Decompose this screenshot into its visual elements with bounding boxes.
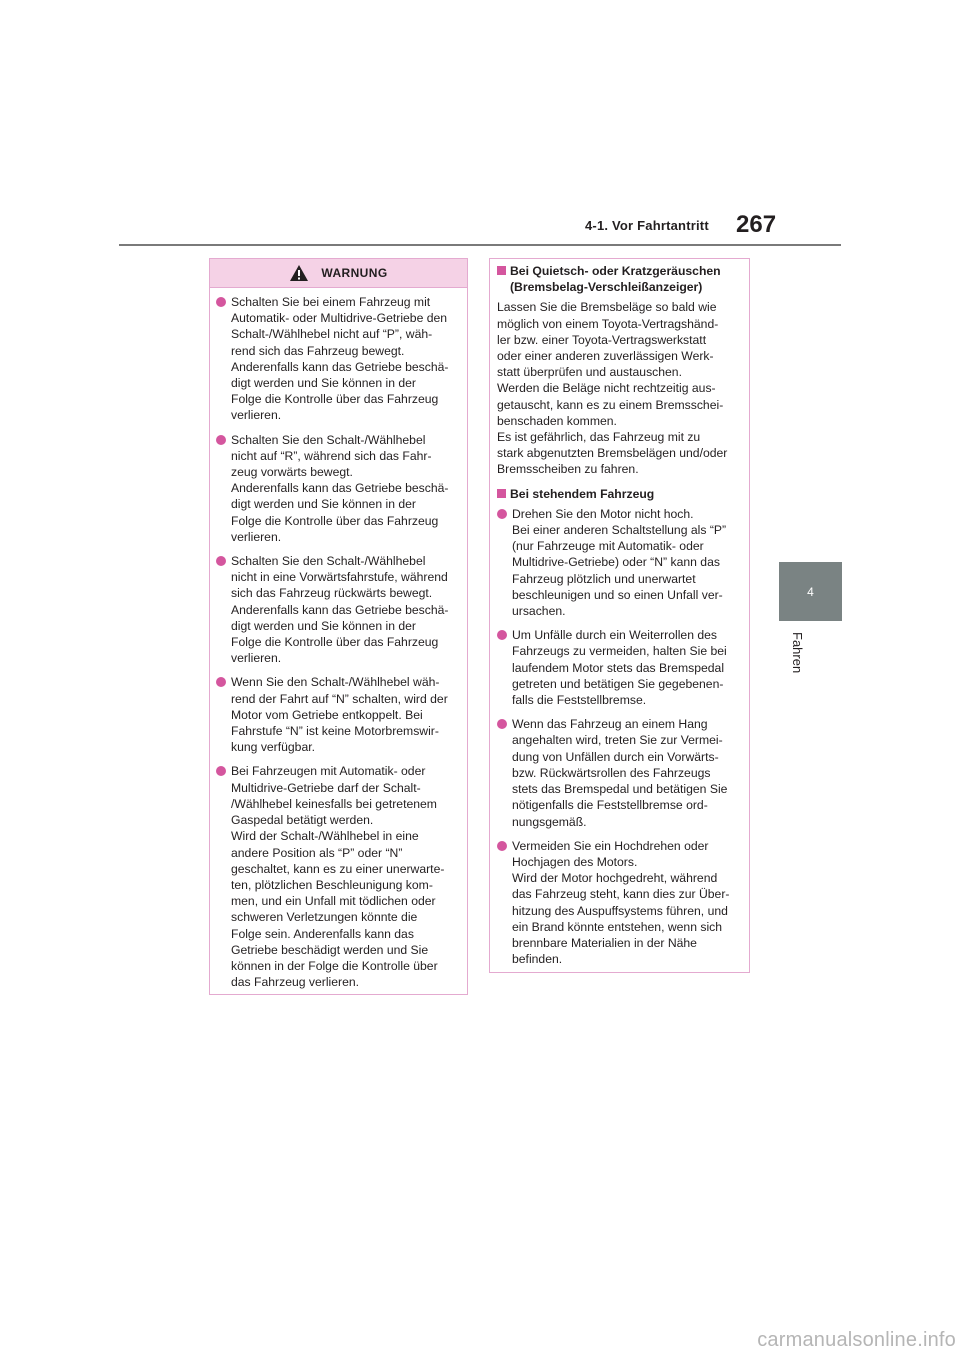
page-number: 267 xyxy=(736,211,777,238)
bullet-icon xyxy=(497,630,507,640)
warning-item xyxy=(216,674,459,755)
info-box xyxy=(489,258,750,973)
bullet-icon xyxy=(497,841,507,851)
chapter-tab xyxy=(779,562,842,621)
section-heading-text: Bei stehendem Fahrzeug xyxy=(510,486,655,501)
warning-item-text: Wenn Sie den Schalt-/Wählhebel wäh- rend der Fahrt auf “N” schalten, wird der Motor vom Getriebe entkoppelt. Bei Fahrstufe “N” ist keine Motorbremswir- kung verfügbar. xyxy=(231,675,448,755)
section-paragraph: Lassen Sie die Bremsbeläge so bald wie möglich von einem Toyota-Vertragshänd- ler bzw. einer Toyota-Vertragswerkstatt oder einer anderen zuverlässigen Werk- statt überprüfen und austauschen. Werden die Beläge nicht rechtzeitig aus- getauscht, kann es zu einem Bremsschei- benschaden kommen. Es ist gefährlich, das Fahrzeug mit zu stark abgenutzten Bremsbelägen und/oder Bremsscheiben zu fahren. xyxy=(497,300,728,477)
warning-item-text: Schalten Sie den Schalt-/Wählhebel nicht in eine Vorwärtsfahrstufe, während sich das Fahrzeug rückwärts bewegt. Anderenfalls kann das Getriebe beschä- digt werden und Sie können in der Folge die Kontrolle über das Fahrzeug verlieren. xyxy=(231,554,449,666)
bullet-icon xyxy=(216,766,226,776)
section-heading-stationary xyxy=(497,486,742,502)
chapter-label: Fahren xyxy=(790,632,805,674)
list-item xyxy=(497,627,742,708)
list-item xyxy=(497,506,742,619)
warning-title: WARNUNG xyxy=(321,266,388,280)
section-heading-text: Bei Quietsch- oder Kratzgeräuschen (Bremsbelag-Verschleißanzeiger) xyxy=(510,264,721,295)
list-item-text: Vermeiden Sie ein Hochdrehen oder Hochjagen des Motors. Wird der Motor hochgedreht, während das Fahrzeug steht, kann dies zur Über- hitzung des Auspuffsystems führen, und ein Brand könnte entstehen, wenn sich brennbare Materialien in der Nähe befinden. xyxy=(512,838,730,967)
list-item xyxy=(497,716,742,829)
warning-item-text: Schalten Sie bei einem Fahrzeug mit Automatik- oder Multidrive-Getriebe den Schalt-/Wählhebel nicht auf “P”, wäh- rend sich das Fahrzeug bewegt. Anderenfalls kann das Getriebe beschä- digt werden und Sie können in der Folge die Kontrolle über das Fahrzeug verlieren. xyxy=(231,295,449,423)
warning-item xyxy=(216,294,459,424)
warning-header xyxy=(210,259,467,288)
watermark-link[interactable]: carmanualsonline.info xyxy=(757,1329,956,1351)
warning-item xyxy=(216,763,459,990)
header-divider xyxy=(119,244,841,246)
bullet-icon xyxy=(497,719,507,729)
chapter-number: 4 xyxy=(807,584,814,599)
section-heading-brake-noise xyxy=(497,263,742,295)
warning-body xyxy=(210,288,467,990)
list-item-text: Um Unfälle durch ein Weiterrollen des Fahrzeugs zu vermeiden, halten Sie bei laufendem Motor stets das Bremspedal getreten und betätigen Sie gegebenen- falls die Feststellbremse. xyxy=(512,628,727,708)
section-title: 4-1. Vor Fahrtantritt xyxy=(585,218,709,233)
square-bullet-icon xyxy=(497,489,506,498)
bullet-icon xyxy=(216,435,226,445)
bullet-icon xyxy=(216,677,226,687)
warning-triangle-icon xyxy=(289,264,309,282)
square-bullet-icon xyxy=(497,266,506,275)
bullet-icon xyxy=(216,556,226,566)
warning-item-text: Bei Fahrzeugen mit Automatik- oder Multidrive-Getriebe darf der Schalt- /Wählhebel keinesfalls bei getretenem Gaspedal betätigt werden. Wird der Schalt-/Wählhebel in eine andere Position als “P” oder “N” geschaltet, kann es zu einer unerwarte- ten, plötzlichen Beschleunigung kom- men, und ein Unfall mit tödlichen oder schweren Verletzungen könnte die Folge sein. Anderenfalls kann das Getriebe beschädigt werden und Sie können in der Folge die Kontrolle über das Fahrzeug verlieren. xyxy=(231,764,445,990)
warning-item xyxy=(216,432,459,545)
warning-item xyxy=(216,553,459,666)
list-item-text: Drehen Sie den Motor nicht hoch. Bei einer anderen Schaltstellung als “P” (nur Fahrzeuge mit Automatik- oder Multidrive-Getriebe) oder “N” kann das Fahrzeug plötzlich und unerwartet beschleunigen und so einen Unfall ver- ursachen. xyxy=(512,506,727,619)
warning-item-text: Schalten Sie den Schalt-/Wählhebel nicht auf “R”, während sich das Fahr- zeug vorwärts bewegt. Anderenfalls kann das Getriebe beschä- digt werden und Sie können in der Folge die Kontrolle über das Fahrzeug verlieren. xyxy=(231,432,449,544)
warning-box xyxy=(209,258,468,995)
bullet-icon xyxy=(497,509,507,519)
bullet-icon xyxy=(216,297,226,307)
list-item xyxy=(497,838,742,968)
list-item-text: Wenn das Fahrzeug an einem Hang angehalten wird, treten Sie zur Vermei- dung von Unfällen durch ein Vorwärts- bzw. Rückwärtsrollen des Fahrzeugs stets das Bremspedal und betätigen Sie nötigenfalls die Feststellbremse ord- nungsgemäß. xyxy=(512,717,728,829)
